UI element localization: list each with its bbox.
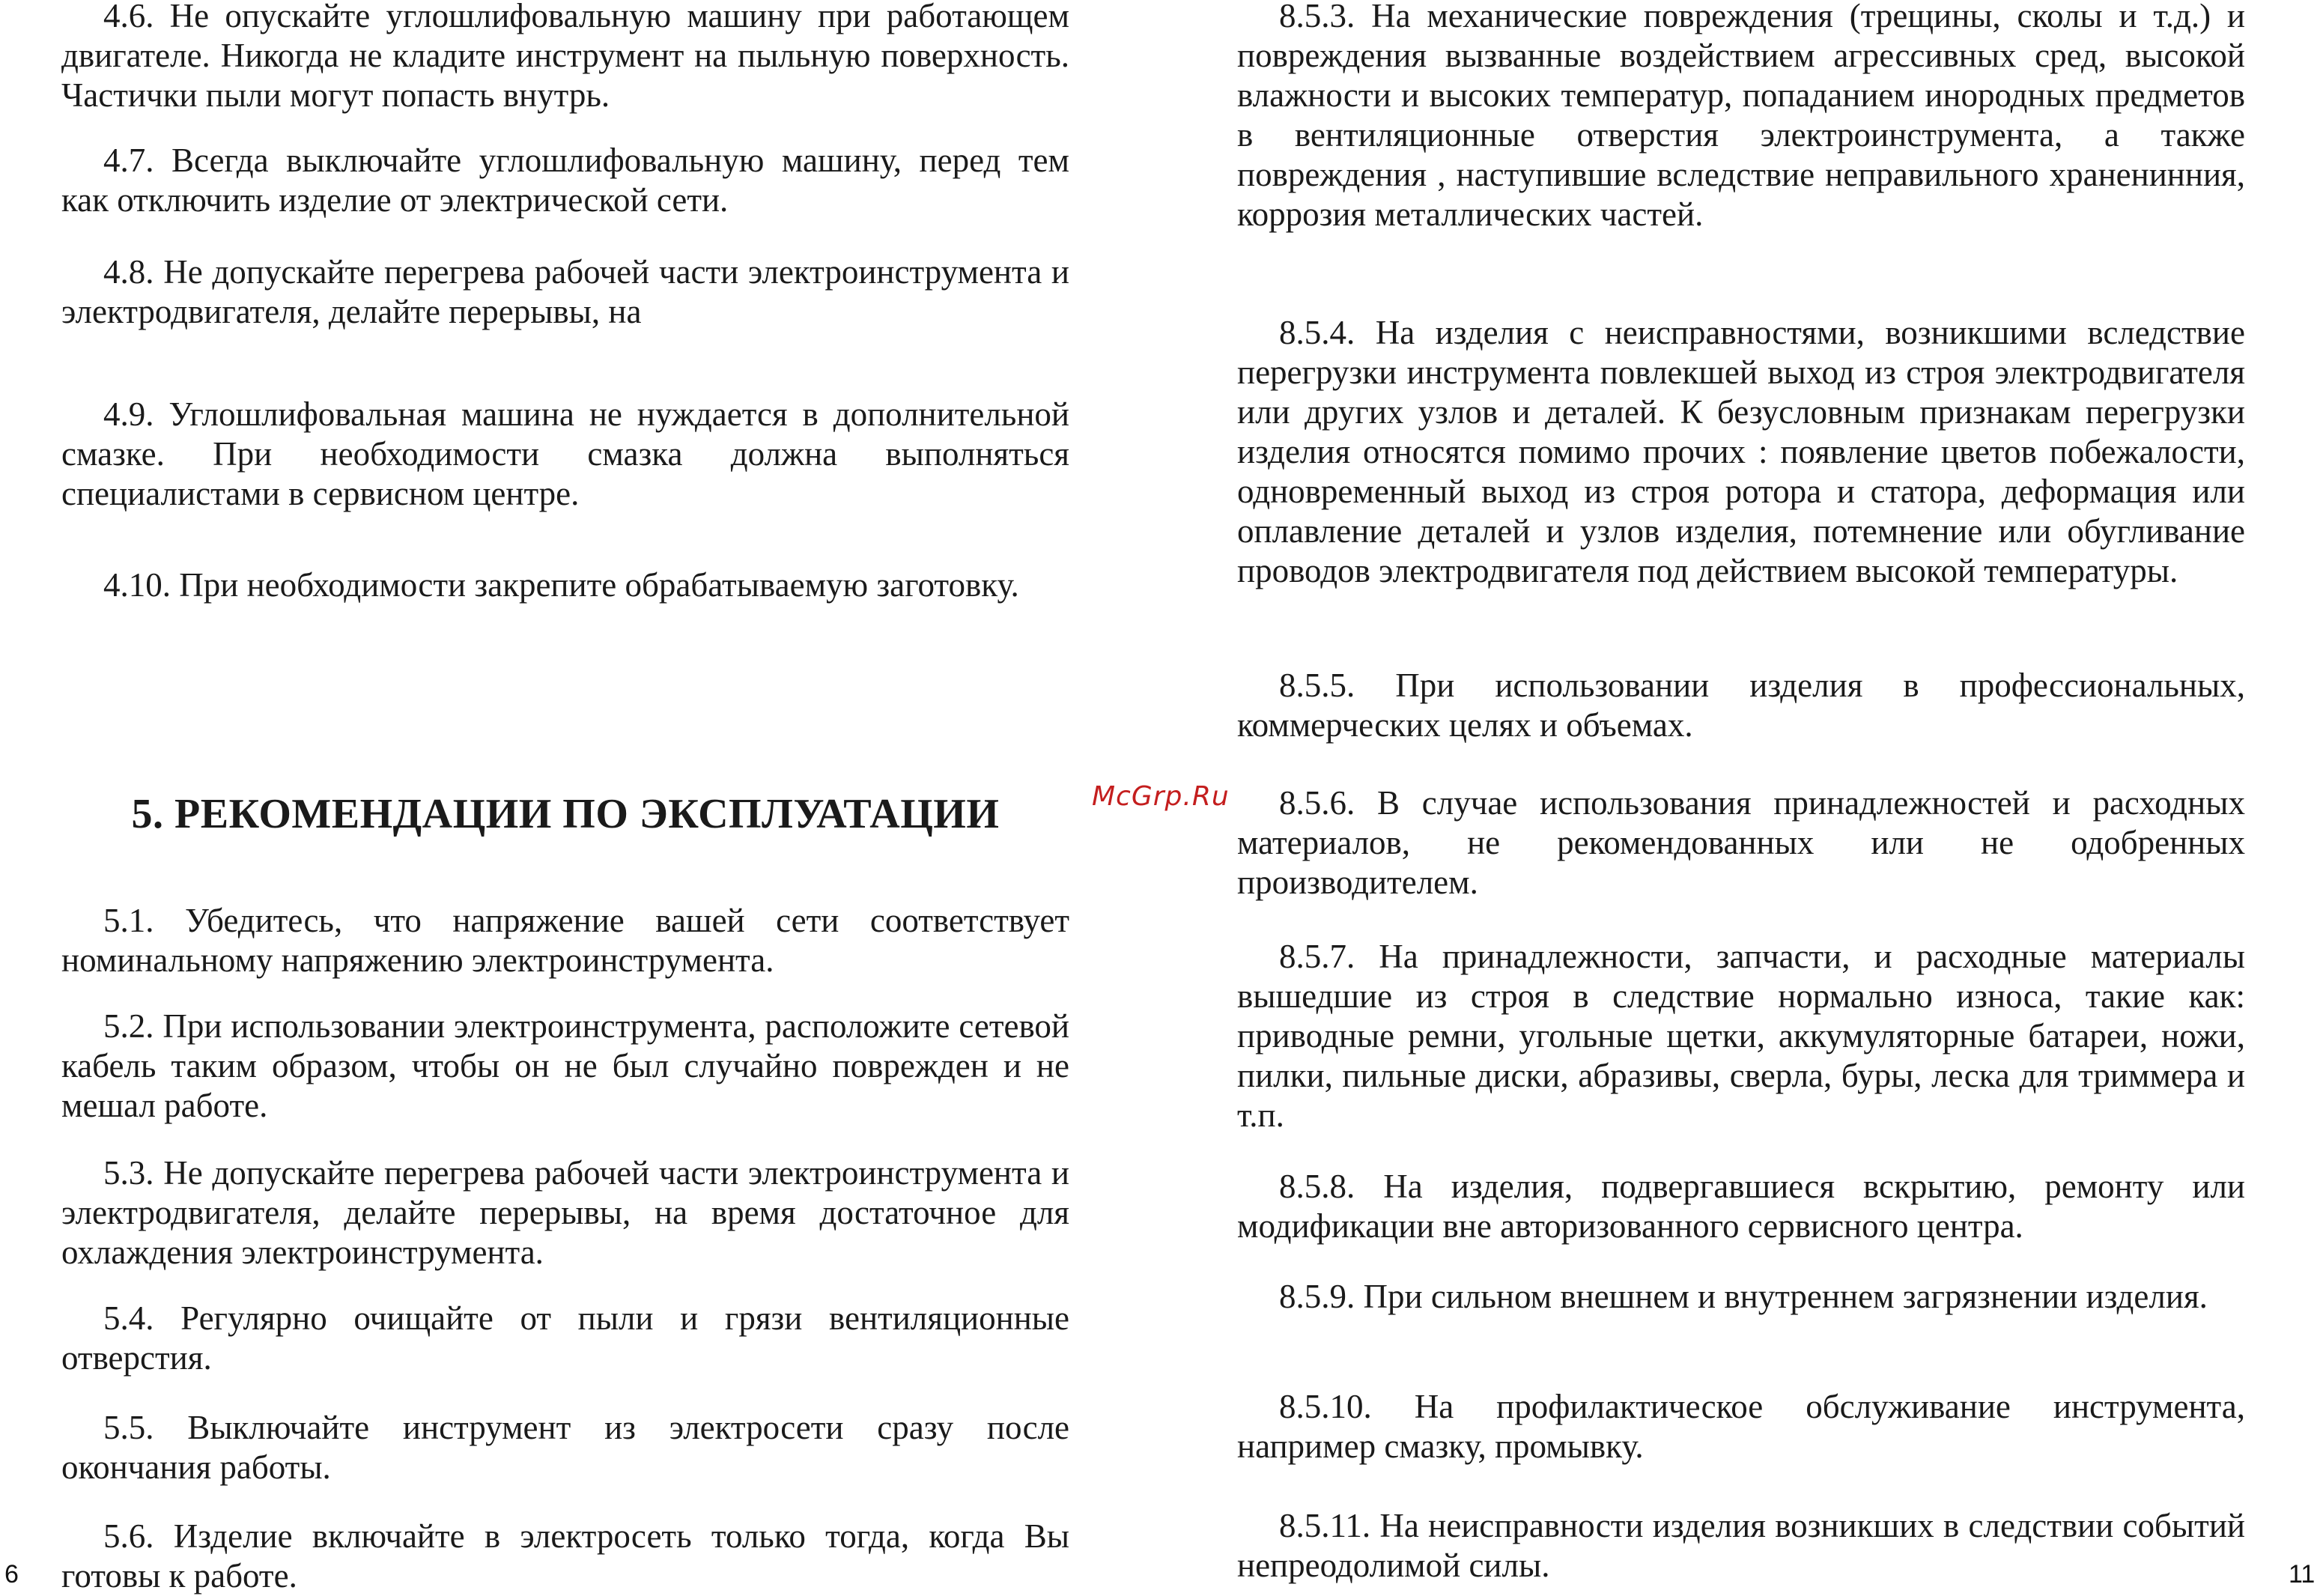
paragraph-8-5-5: 8.5.5. При использовании изделия в профессиональных, коммерческих целях и объемах.	[1237, 667, 2245, 744]
paragraph-5-2: 5.2. При использовании электроинструмента, расположите сетевой кабель таким образом, чтобы он не был случайно поврежден и не мешал работе.	[61, 1007, 1069, 1124]
paragraph-4-6: 4.6. Не опускайте углошлифовальную машину при работающем двигателе. Никогда не кладите инструмент на пыльную поверхность. Частички пыли могут попасть внутрь.	[61, 0, 1069, 114]
paragraph-5-4: 5.4. Регулярно очищайте от пыли и грязи вентиляционные отверстия.	[61, 1299, 1069, 1377]
paragraph-5-1: 5.1. Убедитесь, что напряжение вашей сети соответствует номинальному напряжению электроинструмента.	[61, 902, 1069, 979]
paragraph-5-5: 5.5. Выключайте инструмент из электросети сразу после окончания работы.	[61, 1409, 1069, 1486]
section-heading: 5. РЕКОМЕНДАЦИИ ПО ЭКСПЛУАТАЦИИ	[131, 791, 1000, 837]
paragraph-4-8: 4.8. Не допускайте перегрева рабочей части электроинструмента и электродвигателя, делайте перерывы, на	[61, 253, 1069, 330]
watermark: McGrp.Ru	[1092, 781, 1230, 812]
paragraph-8-5-6: 8.5.6. В случае использования принадлежностей и расходных материалов, не рекомендованных или не одобренных производителем.	[1237, 784, 2245, 901]
paragraph-5-6: 5.6. Изделие включайте в электросеть только тогда, когда Вы готовы к работе.	[61, 1517, 1069, 1595]
paragraph-8-5-3: 8.5.3. На механические повреждения (трещины, сколы и т.д.) и повреждения вызванные воздействием агрессивных сред, высокой влажности и высоких температур, попаданием инородных предметов в вентиляционные отверстия электроинструмента, а также повреждения , наступившие вследствие неправильного храненинния, коррозия металлических частей.	[1237, 0, 2245, 233]
paragraph-4-10: 4.10. При необходимости закрепите обрабатываемую заготовку.	[103, 566, 1019, 604]
paragraph-8-5-8: 8.5.8. На изделия, подвергавшиеся вскрытию, ремонту или модификации вне авторизованного сервисного центра.	[1237, 1168, 2245, 1245]
paragraph-4-7: 4.7. Всегда выключайте углошлифовальную машину, перед тем как отключить изделие от электрической сети.	[61, 142, 1069, 219]
paragraph-5-3: 5.3. Не допускайте перегрева рабочей части электроинструмента и электродвигателя, делайте перерывы, на время достаточное для охлаждения электроинструмента.	[61, 1154, 1069, 1271]
paragraph-8-5-9: 8.5.9. При сильном внешнем и внутреннем загрязнении изделия.	[1279, 1278, 2208, 1315]
paragraph-8-5-4: 8.5.4. На изделия с неисправностями, возникшими вследствие перегрузки инструмента повлекшей выход из строя электродвигателя или других узлов и деталей. К безусловным признакам перегрузки изделия относятся помимо прочих : появление цветов побежалости, одновременный выход из строя ротора и статора, деформация или оплавление деталей и узлов изделия, потемнение или обугливание проводов электродвигателя под действием высокой температуры.	[1237, 314, 2245, 589]
paragraph-8-5-7: 8.5.7. На принадлежности, запчасти, и расходные материалы вышедшие из строя в следствие нормально износа, такие как: приводные ремни, угольные щетки, аккумуляторные батареи, ножи, пилки, пильные диски, абразивы, сверла, буры, леска для триммера и т.п.	[1237, 938, 2245, 1134]
paragraph-8-5-11: 8.5.11. На неисправности изделия возникших в следствии событий непреодолимой силы.	[1237, 1507, 2245, 1584]
page-number-left: 6	[4, 1560, 19, 1589]
paragraph-8-5-10: 8.5.10. На профилактическое обслуживание инструмента, например смазку, промывку.	[1237, 1388, 2245, 1465]
page-number-right: 11	[2289, 1560, 2316, 1589]
paragraph-4-9: 4.9. Углошлифовальная машина не нуждается в дополнительной смазке. При необходимости смазка должна выполняться специалистами в сервисном центре.	[61, 395, 1069, 512]
